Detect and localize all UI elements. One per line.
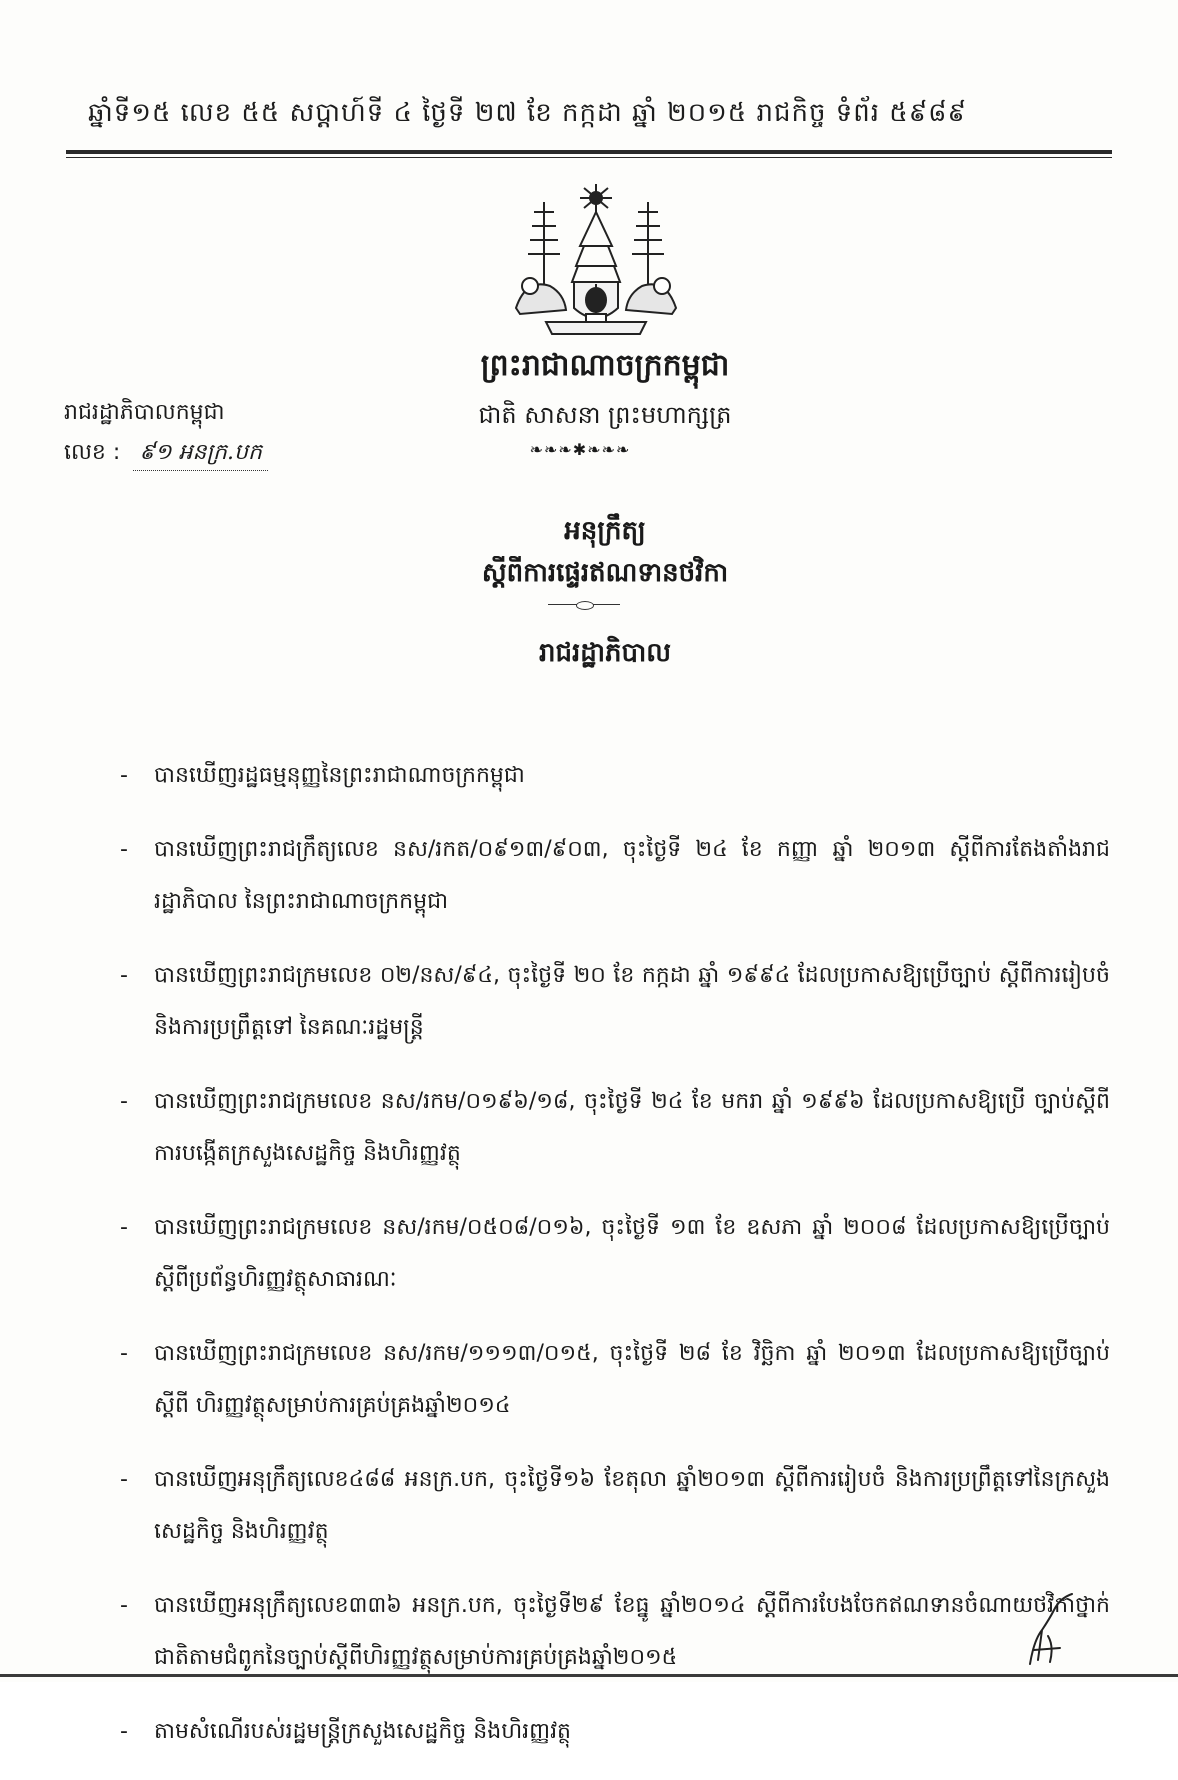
national-motto: ជាតិ សាសនា ព្រះមហាក្សត្រ (478, 401, 732, 429)
recital-item (120, 950, 1110, 1054)
bullet-dash: - (120, 1593, 128, 1618)
recital-item (120, 1580, 1110, 1684)
recital-text: បានឃើញព្រះរាជក្រឹត្យលេខ នស/រកត/០៩១៣/៩០៣, ចុះថ្ងៃទី ២៤ ខែ កញ្ញា ឆ្នាំ ២០១៣ ស្តីពីការតែងតាំងរាជរដ្ឋាភិបាល នៃព្រះរាជាណាចក្រកម្ពុជា (154, 837, 1110, 914)
recital-text: បានឃើញព្រះរាជក្រមលេខ នស/រកម/១១១៣/០១៥, ចុះថ្ងៃទី ២៨ ខែ វិច្ឆិកា ឆ្នាំ ២០១៣ ដែលប្រកាសឱ្យប្រើច្បាប់ស្តីពី ហិរញ្ញវត្ថុសម្រាប់ការគ្រប់គ្រងឆ្នាំ២០១៤ (154, 1341, 1110, 1418)
header-rule-thin (66, 157, 1112, 158)
recital-item (120, 824, 1110, 928)
document-type: អនុក្រឹត្យ (564, 516, 646, 546)
recital-text: បានឃើញអនុក្រឹត្យលេខ៣៣៦ អនក្រ.បក, ចុះថ្ងៃទី២៩ ខែធ្នូ ឆ្នាំ២០១៤ ស្តីពីការបែងចែកឥណទានចំណាយថវិកាថ្នាក់ជាតិតាមជំពូកនៃច្បាប់ស្តីពីហិរញ្ញវត្ថុសម្រាប់ការគ្រប់គ្រងឆ្នាំ២០១៥ (154, 1593, 1110, 1670)
signature-icon (1020, 1590, 1080, 1670)
recital-text: បានឃើញព្រះរាជក្រមលេខ នស/រកម/០៥០៨/០១៦, ចុះថ្ងៃទី ១៣ ខែ ឧសភា ឆ្នាំ ២០០៨ ដែលប្រកាសឱ្យប្រើច្បាប់ស្តីពីប្រព័ន្ធហិរញ្ញវត្ថុសាធារណៈ (154, 1215, 1110, 1292)
reference-number-value: ៩១ អនក្រ.បក (133, 438, 268, 471)
bullet-dash: - (120, 1467, 128, 1492)
bullet-dash: - (120, 963, 128, 988)
recital-text: បានឃើញអនុក្រឹត្យលេខ៤៨៨ អនក្រ.បក, ចុះថ្ងៃទី១៦ ខែតុលា ឆ្នាំ២០១៣ ស្តីពីការរៀបចំ និងការប្រព្រឹត្តទៅនៃក្រសួងសេដ្ឋកិច្ច និងហិរញ្ញវត្ថុ (154, 1467, 1110, 1544)
kingdom-title: ព្រះរាជាណាចក្រកម្ពុជា (480, 348, 730, 383)
reference-number-line (64, 438, 384, 471)
recital-text: បានឃើញព្រះរាជក្រមលេខ ០២/នស/៩៤, ចុះថ្ងៃទី ២០ ខែ កក្កដា ឆ្នាំ ១៩៩៤ ដែលប្រកាសឱ្យប្រើច្បាប់ ស្តីពីការរៀបចំ និងការប្រព្រឹត្តទៅ នៃគណៈរដ្ឋមន្ត្រី (154, 963, 1110, 1040)
recital-item (120, 1706, 1110, 1758)
recital-item (120, 1076, 1110, 1180)
gazette-header: ឆ្នាំទី១៥ លេខ ៥៥ សប្តាហ៍ទី ៤ ថ្ងៃទី ២៧ ខែ កក្កដា ឆ្នាំ ២០១៥ រាជកិច្ច ទំព័រ ៥៩៨៩ (88, 98, 967, 128)
issuing-government-label: រាជរដ្ឋាភិបាលកម្ពុជា (64, 400, 225, 425)
recital-text: តាមសំណើរបស់រដ្ឋមន្ត្រីក្រសួងសេដ្ឋកិច្ច និងហិរញ្ញវត្ថុ (154, 1719, 572, 1744)
bullet-dash: - (120, 1719, 128, 1744)
bullet-dash: - (120, 1089, 128, 1114)
recital-item (120, 1328, 1110, 1432)
ornament-divider: ❧❧❧✱❧❧❧ (529, 440, 631, 459)
document-subject: ស្តីពីការផ្ទេរឥណទានថវិកា (481, 558, 729, 588)
bullet-dash: - (120, 837, 128, 862)
page-bottom-edge (0, 1674, 1178, 1677)
bullet-dash: - (120, 763, 128, 788)
recitals-list (120, 750, 1110, 1780)
recital-item (120, 1454, 1110, 1558)
subject-divider-ornament (576, 601, 594, 610)
recital-item (120, 1202, 1110, 1306)
bullet-dash: - (120, 1341, 128, 1366)
recital-text: បានឃើញព្រះរាជក្រមលេខ នស/រកម/០១៩៦/១៨, ចុះថ្ងៃទី ២៤ ខែ មករា ឆ្នាំ ១៩៩៦ ដែលប្រកាសឱ្យប្រើ ច្បាប់ស្តីពីការបង្កើតក្រសួងសេដ្ឋកិច្ច និងហិរញ្ញវត្ថុ (154, 1089, 1110, 1166)
royal-coat-of-arms-icon (506, 182, 686, 338)
bullet-dash: - (120, 1215, 128, 1240)
recital-text: បានឃើញរដ្ឋធម្មនុញ្ញនៃព្រះរាជាណាចក្រកម្ពុជា (154, 763, 525, 788)
recital-item (120, 750, 1110, 802)
reference-number-label: លេខ : (64, 440, 121, 465)
header-rule-thick (66, 150, 1112, 154)
issuer-heading: រាជរដ្ឋាភិបាល (538, 638, 672, 668)
